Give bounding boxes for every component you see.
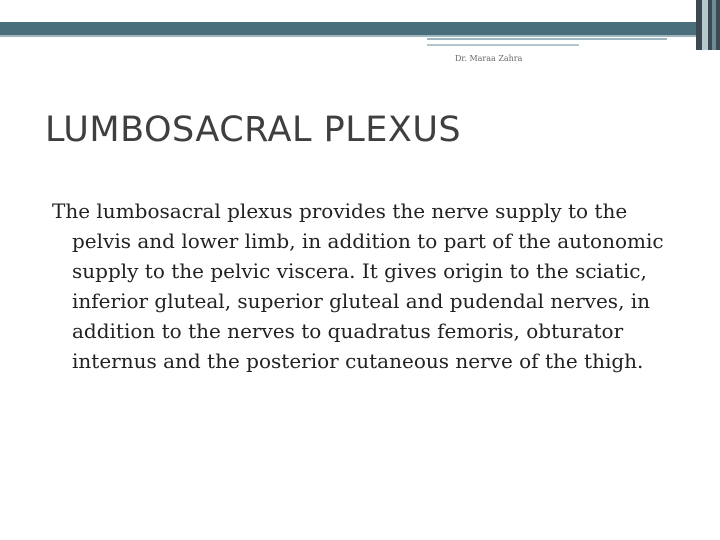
corner-stripe-mid bbox=[712, 0, 716, 50]
corner-block bbox=[696, 0, 720, 50]
slide-body-text: The lumbosacral plexus provides the nerve supply to the pelvis and lower limb, in addition to part of the autonomic supply to the pelvic viscera. It gives origin to the sciatic, inferior gluteal, superior gluteal and pudendal nerves, in addition to the nerves to quadratus femoris, obturator internus and the posterior cutaneous nerve of the thigh. bbox=[52, 199, 664, 373]
corner-stripe-light bbox=[702, 0, 708, 50]
author-rule-top bbox=[427, 38, 667, 40]
author-rule-bottom bbox=[427, 44, 579, 46]
author-label: Dr. Maraa Zahra bbox=[455, 54, 523, 63]
header-accent-bar bbox=[0, 22, 720, 35]
header-band bbox=[0, 0, 700, 22]
header-thin-rule bbox=[0, 35, 720, 37]
slide-title: LUMBOSACRAL PLEXUS bbox=[45, 110, 462, 150]
